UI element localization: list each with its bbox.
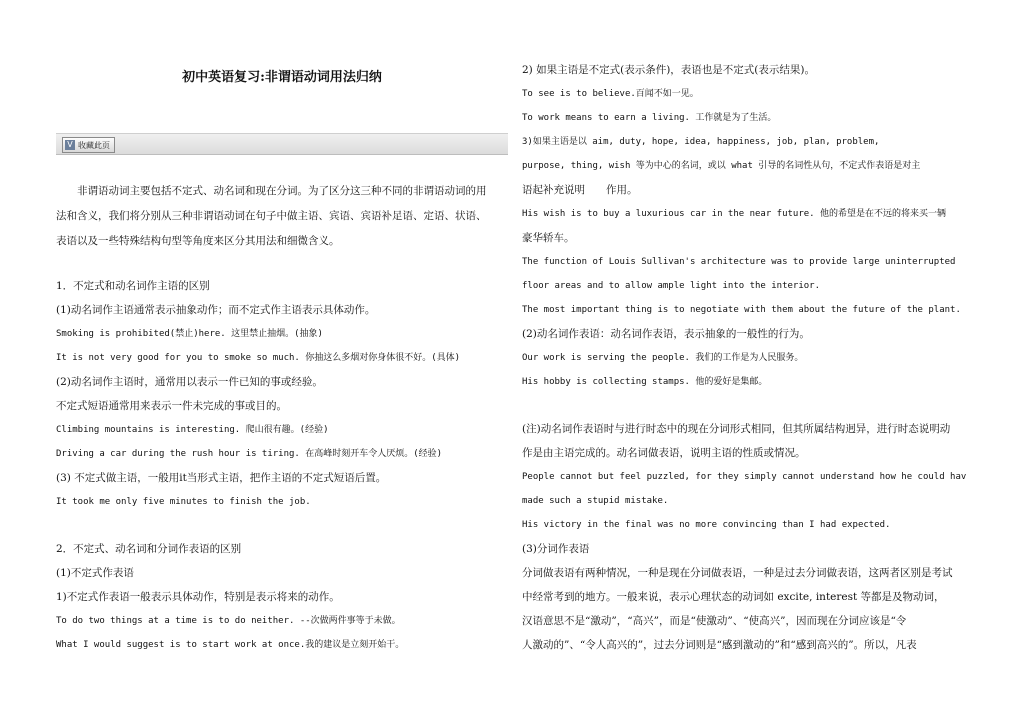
section-heading: (3)分词作表语: [522, 543, 590, 555]
section-heading: 1．不定式和动名词作主语的区别: [56, 280, 210, 292]
example-line: Driving a car during the rush hour is tiring. 在高峰时刻开车令人厌烦。(经验): [56, 449, 443, 459]
example-line: His wish is to buy a luxurious car in the near future. 他的希望是在不远的将来买一辆: [522, 209, 947, 219]
body-line: 2) 如果主语是不定式(表示条件)，表语也是不定式(表示结果)。: [522, 64, 815, 76]
body-line: (注)动名词作表语时与进行时态中的现在分词形式相同，但其所属结构迥异，进行时态说明动: [522, 423, 951, 435]
bookmark-label: 收藏此页: [78, 140, 110, 150]
example-line: To work means to earn a living. 工作就是为了生活。: [522, 113, 777, 123]
body-line: purpose, thing, wish 等为中心的名词，或以 what 引导的名词性从句，不定式作表语是对主: [522, 161, 921, 171]
body-line: 汉语意思不是“激动”，“高兴”，而是“使激动”、“使高兴”，因而现在分词应该是“令: [522, 615, 907, 627]
document-title: 初中英语复习:非谓语动词用法归纳: [182, 70, 382, 85]
body-line: (1)不定式作表语: [56, 567, 134, 579]
example-line: What I would suggest is to start work at once.我的建议是立刻开始干。: [56, 640, 405, 650]
example-line: His hobby is collecting stamps. 他的爱好是集邮。: [522, 377, 768, 387]
body-line: 分词做表语有两种情况，一种是现在分词做表语，一种是过去分词做表语，这两者区别是考试: [522, 567, 953, 579]
body-line: 表语以及一些特殊结构句型等角度来区分其用法和细微含义。: [56, 235, 340, 247]
body-line: (2)动名词作表语：动名词作表语，表示抽象的一般性的行为。: [522, 328, 810, 340]
example-line: The function of Louis Sullivan's architecture was to provide large uninterrupted: [522, 257, 956, 267]
example-line: 豪华轿车。: [522, 232, 575, 244]
bookmark-toolbar: [56, 133, 508, 155]
example-line: It took me only five minutes to finish the job.: [56, 497, 311, 507]
body-line: (2)动名词作主语时，通常用以表示一件已知的事或经验。: [56, 376, 323, 388]
example-line: Climbing mountains is interesting. 爬山很有趣。(经验): [56, 425, 329, 435]
example-line: People cannot but feel puzzled, for they simply cannot understand how he could hav: [522, 472, 967, 482]
body-line: 语起补充说明 作用。: [522, 184, 638, 196]
body-line: 3)如果主语是以 aim, duty, hope, idea, happiness, job, plan, problem,: [522, 137, 880, 147]
example-line: To see is to believe.百闻不如一见。: [522, 89, 699, 99]
body-line: 非谓语动词主要包括不定式、动名词和现在分词。为了区分这三种不同的非谓语动词的用: [56, 185, 487, 197]
body-line: 法和含义，我们将分别从三种非谓语动词在句子中做主语、宾语、宾语补足语、定语、状语、: [56, 210, 487, 222]
example-line: Our work is serving the people. 我们的工作是为人民服务。: [522, 353, 804, 363]
section-heading: 2．不定式、动名词和分词作表语的区别: [56, 543, 242, 555]
bookmark-button[interactable]: [62, 137, 115, 153]
body-line: 人激动的”、“令人高兴的”，过去分词则是“感到激动的”和“感到高兴的”。所以，凡表: [522, 639, 917, 651]
example-line: His victory in the final was no more convincing than I had expected.: [522, 520, 891, 530]
example-line: It is not very good for you to smoke so much. 你抽这么多烟对你身体很不好。(具体): [56, 353, 461, 363]
example-line: made such a stupid mistake.: [522, 496, 669, 506]
example-line: Smoking is prohibited(禁止)here. 这里禁止抽烟。(抽象): [56, 329, 323, 339]
example-line: The most important thing is to negotiate with them about the future of the plant.: [522, 305, 961, 315]
body-line: 1)不定式作表语一般表示具体动作，特别是表示将来的动作。: [56, 591, 340, 603]
star-icon: V: [65, 140, 75, 150]
body-line: 不定式短语通常用来表示一件未完成的事或目的。: [56, 400, 287, 412]
example-line: floor areas and to allow ample light into the interior.: [522, 281, 821, 291]
body-line: 中经常考到的地方。一般来说，表示心理状态的动词如 excite, interest 等都是及物动词，: [522, 591, 945, 603]
body-line: (3) 不定式做主语，一般用it当形式主语，把作主语的不定式短语后置。: [56, 472, 387, 484]
body-line: 作是由主语完成的。动名词做表语，说明主语的性质或情况。: [522, 447, 806, 459]
example-line: To do two things at a time is to do neither. --次做两件事等于未做。: [56, 616, 401, 626]
body-line: (1)动名词作主语通常表示抽象动作；而不定式作主语表示具体动作。: [56, 304, 376, 316]
